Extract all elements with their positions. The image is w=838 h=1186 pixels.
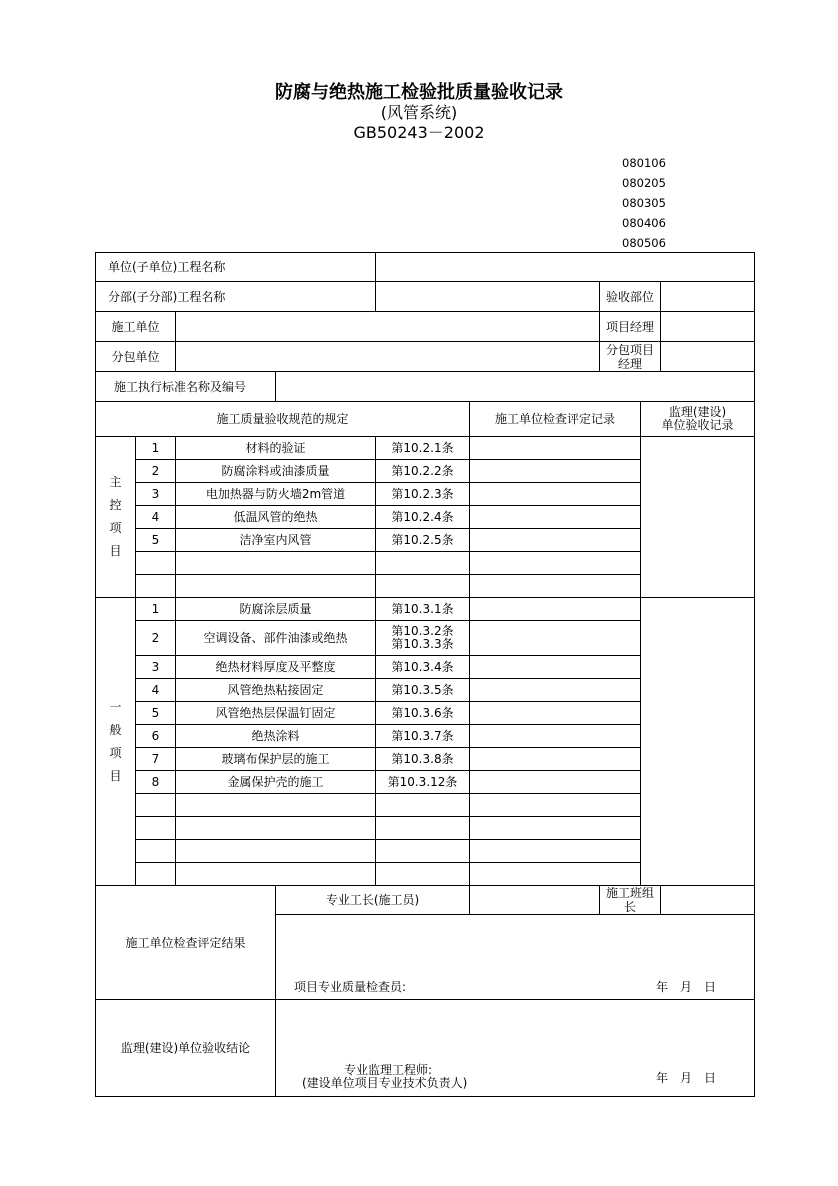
- item-clause: [376, 840, 470, 863]
- check-record-cell[interactable]: [470, 817, 641, 840]
- item-name: 防腐涂层质量: [176, 598, 376, 621]
- item-clause: [376, 552, 470, 575]
- check-record-cell[interactable]: [470, 483, 641, 506]
- page-title: 防腐与绝热施工检验批质量验收记录: [275, 82, 563, 103]
- exec-standard-label: 施工执行标准名称及编号: [96, 372, 276, 402]
- eval-result-label: 施工单位检查评定结果: [96, 886, 276, 1000]
- item-clause: [376, 794, 470, 817]
- spec-column-header: 施工质量验收规范的规定: [96, 402, 470, 437]
- item-no: 8: [136, 771, 176, 794]
- exec-standard-field[interactable]: [276, 372, 755, 402]
- item-clause: 第10.2.4条: [376, 506, 470, 529]
- check-record-cell[interactable]: [470, 679, 641, 702]
- form-code: 080205: [622, 176, 666, 190]
- project-manager-field[interactable]: [661, 312, 755, 342]
- item-name: 绝热材料厚度及平整度: [176, 656, 376, 679]
- item-name: 金属保护壳的施工: [176, 771, 376, 794]
- check-record-cell[interactable]: [470, 725, 641, 748]
- form-code: 080305: [622, 196, 666, 210]
- item-clause: 第10.3.6条: [376, 702, 470, 725]
- check-record-cell[interactable]: [470, 748, 641, 771]
- item-no: 3: [136, 656, 176, 679]
- item-name: 材料的验证: [176, 437, 376, 460]
- item-no: 1: [136, 437, 176, 460]
- form-codes: [622, 153, 666, 253]
- item-clause: 第10.2.1条: [376, 437, 470, 460]
- item-no: [136, 552, 176, 575]
- project-manager-label: 项目经理: [600, 312, 661, 342]
- item-no: 7: [136, 748, 176, 771]
- check-record-cell[interactable]: [470, 702, 641, 725]
- sub-project-field[interactable]: [376, 282, 600, 312]
- item-clause: 第10.3.5条: [376, 679, 470, 702]
- check-record-cell[interactable]: [470, 506, 641, 529]
- item-no: [136, 817, 176, 840]
- item-clause: 第10.3.7条: [376, 725, 470, 748]
- item-no: 2: [136, 621, 176, 656]
- item-clause: [376, 621, 470, 656]
- check-record-cell[interactable]: [470, 529, 641, 552]
- team-leader-label: 施工班组长: [600, 886, 661, 915]
- engineer-note: (建设单位项目专业技术负责人): [302, 1076, 468, 1090]
- item-no: 4: [136, 506, 176, 529]
- supervision-header: [641, 402, 755, 437]
- item-name: [176, 863, 376, 886]
- construction-unit-label: 施工单位: [96, 312, 176, 342]
- page-subtitle: (风管系统): [380, 103, 458, 122]
- item-name: 玻璃布保护层的施工: [176, 748, 376, 771]
- item-name: 电加热器与防火墙2m管道: [176, 483, 376, 506]
- general-items-label: 一 般 项 目: [96, 598, 136, 886]
- item-clause: [376, 575, 470, 598]
- supervision-header-line2: 单位验收记录: [661, 418, 734, 432]
- item-no: [136, 863, 176, 886]
- construction-unit-field[interactable]: [176, 312, 600, 342]
- supervision-cell[interactable]: [641, 437, 755, 598]
- main-control-label: 主 控 项 目: [96, 437, 136, 598]
- item-clause: 第10.2.2条: [376, 460, 470, 483]
- item-no: 3: [136, 483, 176, 506]
- supervision-cell[interactable]: [641, 598, 755, 886]
- inspector-label: 项目专业质量检查员:: [294, 980, 407, 994]
- check-record-cell[interactable]: [470, 863, 641, 886]
- conclusion-date: 年 月 日: [656, 1071, 717, 1085]
- check-record-cell[interactable]: [470, 460, 641, 483]
- acceptance-part-field[interactable]: [661, 282, 755, 312]
- item-clause: 第10.3.1条: [376, 598, 470, 621]
- subcontractor-field[interactable]: [176, 342, 600, 372]
- item-name: 防腐涂料或油漆质量: [176, 460, 376, 483]
- item-name: [176, 840, 376, 863]
- team-leader-field[interactable]: [661, 886, 755, 915]
- form-code: 080406: [622, 216, 666, 230]
- sub-pm-field[interactable]: [661, 342, 755, 372]
- item-name: 洁净室内风管: [176, 529, 376, 552]
- item-no: 2: [136, 460, 176, 483]
- check-record-cell[interactable]: [470, 437, 641, 460]
- item-name: 风管绝热粘接固定: [176, 679, 376, 702]
- item-name: 空调设备、部件油漆或绝热: [176, 621, 376, 656]
- item-clause: [376, 863, 470, 886]
- item-no: 5: [136, 702, 176, 725]
- unit-project-field[interactable]: [376, 253, 755, 282]
- item-name: [176, 575, 376, 598]
- subcontractor-label: 分包单位: [96, 342, 176, 372]
- check-record-cell[interactable]: [470, 656, 641, 679]
- supervision-conclusion-area[interactable]: [276, 1000, 755, 1097]
- check-record-header: 施工单位检查评定记录: [470, 402, 641, 437]
- item-clause: 第10.3.4条: [376, 656, 470, 679]
- acceptance-part-label: 验收部位: [600, 282, 661, 312]
- item-no: 6: [136, 725, 176, 748]
- foreman-label: 专业工长(施工员): [276, 886, 470, 915]
- engineer-label: 专业监理工程师:: [344, 1063, 433, 1077]
- supervision-conclusion-label: 监理(建设)单位验收结论: [96, 1000, 276, 1097]
- eval-result-area[interactable]: [276, 915, 755, 1000]
- item-name: [176, 794, 376, 817]
- check-record-cell[interactable]: [470, 621, 641, 656]
- item-no: 1: [136, 598, 176, 621]
- item-clause-line: 第10.3.2条: [391, 624, 454, 638]
- item-no: 4: [136, 679, 176, 702]
- item-name: [176, 552, 376, 575]
- item-clause: 第10.3.8条: [376, 748, 470, 771]
- foreman-field[interactable]: [470, 886, 600, 915]
- item-clause: 第10.2.5条: [376, 529, 470, 552]
- check-record-cell[interactable]: [470, 598, 641, 621]
- check-record-cell[interactable]: [470, 840, 641, 863]
- table-row: [96, 437, 755, 460]
- item-name: 低温风管的绝热: [176, 506, 376, 529]
- item-name: 风管绝热层保温钉固定: [176, 702, 376, 725]
- supervision-header-line1: 监理(建设): [668, 405, 727, 419]
- item-name: 绝热涂料: [176, 725, 376, 748]
- check-record-cell[interactable]: [470, 771, 641, 794]
- acceptance-form: [95, 252, 755, 1097]
- form-code: 080106: [622, 156, 666, 170]
- item-no: 5: [136, 529, 176, 552]
- item-no: [136, 794, 176, 817]
- item-name: [176, 817, 376, 840]
- form-code: 080506: [622, 236, 666, 250]
- sub-project-label: 分部(子分部)工程名称: [96, 282, 376, 312]
- item-no: [136, 575, 176, 598]
- item-clause: 第10.3.12条: [376, 771, 470, 794]
- item-clause-line: 第10.3.3条: [391, 637, 454, 651]
- check-record-cell[interactable]: [470, 552, 641, 575]
- eval-date: 年 月 日: [656, 980, 717, 994]
- check-record-cell[interactable]: [470, 575, 641, 598]
- table-row: [96, 598, 755, 621]
- unit-project-label: 单位(子单位)工程名称: [96, 253, 376, 282]
- item-clause: 第10.2.3条: [376, 483, 470, 506]
- sub-pm-label: 分包项目经理: [600, 342, 661, 372]
- check-record-cell[interactable]: [470, 794, 641, 817]
- item-no: [136, 840, 176, 863]
- item-clause: [376, 817, 470, 840]
- standard-code: GB50243－2002: [353, 123, 485, 142]
